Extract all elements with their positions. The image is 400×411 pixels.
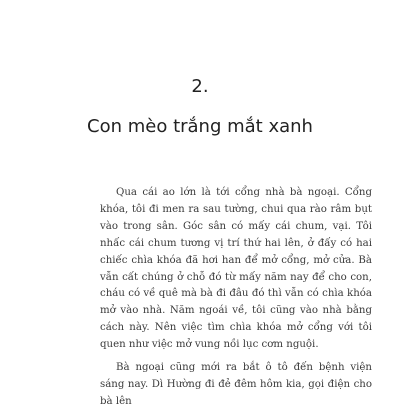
paragraph: Bà ngoại cũng mới ra bắt ô tô đến bệnh viện sáng nay. Dì Hường đi đẻ đêm hôm kia, gọi điện cho bà lên — [100, 362, 372, 407]
chapter-body — [100, 185, 372, 411]
chapter-title: Con mèo trắng mắt xanh — [87, 116, 313, 137]
paragraph: Qua cái ao lớn là tới cổng nhà bà ngoại. Cổng khóa, tôi đi men ra sau tường, chui qua rào râm bụt vào trong sân. Góc sân có mấy cái chum, vại. Tôi nhấc cái chum tương vị trí thứ hai lên, ở đấy có hai chiếc chìa khóa đã hơi han để mở cổng, mở cửa. Bà vẫn cất chúng ở chỗ đó từ mấy năm nay để cho con, cháu có về quê mà bà đi đâu đó thì vẫn có chìa khóa mở vào nhà. Năm ngoái về, tôi cũng vào nhà bằng cách này. Nên việc tìm chìa khóa mở cổng với tôi quen như việc mở vung nồi lục cơm nguội. — [100, 187, 372, 351]
chapter-number: 2. — [191, 76, 209, 97]
